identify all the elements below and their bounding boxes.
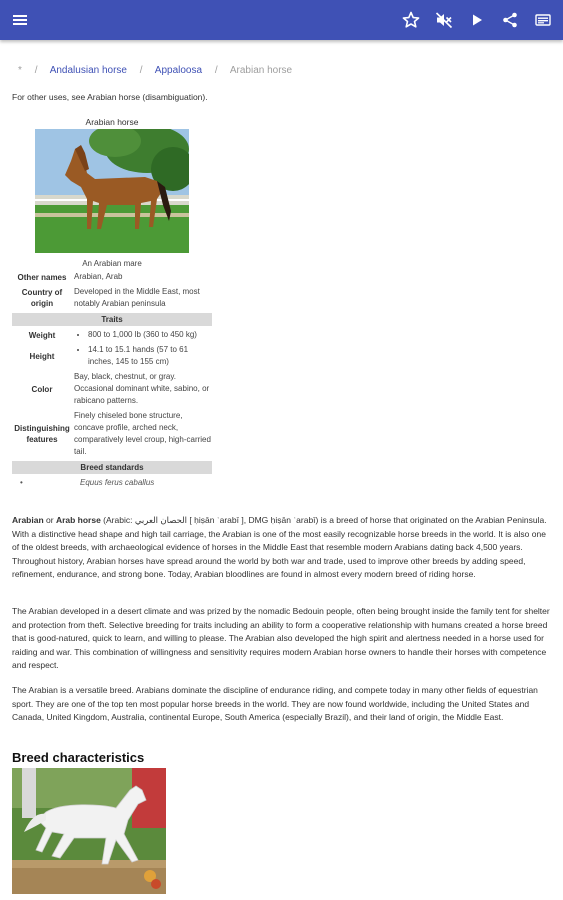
weight-value: • 800 to 1,000 lb (360 to 450 kg) [88,329,212,341]
white-arabian-horse-image[interactable] [12,768,166,894]
breadcrumb-current: Arabian horse [229,65,293,76]
height-label: Height [29,351,55,361]
paragraph-1-text: (Arabic: الحصان العربي [ ḥiṣān ʿarabī ], DMG ḥiṣān ʿarabī) is a breed of horse that originated on the Arabian Peninsula. With a distinctive head shape and high tail carriage, the Arabian is one of the most easily recognizable horse breeds in the world. It is also one of the oldest breeds, with archaeological evidence of horses in the Middle East that resemble modern Arabians dating back 4,500 years. Throughout history, Arabian horses have spread around the world by both war and trade, used to improve other breeds by adding speed, refinement, endurance, and strong bone. Today, Arabian bloodlines are found in almost every modern breed of riding horse. [12,515,547,579]
breadcrumb-separator: / [34,65,38,76]
infobox-caption: An Arabian mare [82,259,142,268]
app-bar [0,0,563,40]
origin-value[interactable]: Developed in the Middle East, most notably Arabian peninsula [74,287,200,308]
share-icon[interactable] [500,10,520,30]
breadcrumb [18,65,292,76]
weight-value-cell [72,329,212,341]
infobox-row-color [12,371,212,407]
breadcrumb-item-andalusian[interactable]: Andalusian horse [49,65,127,76]
view-mode-icon[interactable] [533,10,553,30]
infobox [12,115,212,489]
features-value: Finely chiseled bone structure, concave profile, arched neck, comparatively level croup, high-carried tail. [74,411,211,456]
color-value[interactable]: Bay, black, chestnut, or gray. Occasional dominant white, sabino, or rabicano patterns. [74,372,210,405]
breed-standards-header: Breed standards [12,461,212,474]
arabian-mare-image[interactable] [35,129,189,253]
weight-label: Weight [28,330,56,340]
breadcrumb-home[interactable]: * [18,65,22,76]
lead-or: or [43,515,56,525]
article-paragraph-2: The Arabian developed in a desert climate and was prized by the nomadic Bedouin people, often being brought inside the family tent for shelter and protection from theft. Selective breeding for traits including an ability to form a cooperative relationship with humans created a horse breed that is good-natured, quick to learn, and willing to please. The Arabian also developed the high spirit and alertness needed in a horse used for raiding and war. This combination of willingness and sensitivity requires modern Arabian horse owners to handle their horses with competence and respect. [12,606,550,670]
height-value-cell [72,344,212,368]
infobox-row-height [12,344,212,368]
section-title-breed-characteristics: Breed characteristics [12,750,145,765]
hatnote[interactable]: For other uses, see Arabian horse (disambiguation). [12,92,208,102]
star-icon[interactable] [401,10,421,30]
species-row [12,476,212,489]
bullet-icon: • [20,478,23,487]
infobox-row-other-names [12,271,212,283]
mute-icon[interactable] [434,10,454,30]
infobox-row-weight [12,329,212,341]
other-names-label: Other names [17,272,67,282]
infobox-row-features [12,410,212,458]
lead-name-arabian: Arabian [12,515,44,525]
origin-label: Country of origin [21,288,63,308]
breadcrumb-separator: / [139,65,143,76]
infobox-row-origin [12,286,212,310]
breadcrumb-separator: / [214,65,218,76]
menu-icon[interactable] [10,10,30,30]
play-icon[interactable] [467,10,487,30]
species-name[interactable]: Equus ferus caballus [80,478,155,487]
traits-header: Traits [12,313,212,326]
other-names-value: Arabian, Arab [74,272,123,281]
features-label: Distinguishing features [14,424,70,444]
article-paragraph-3: The Arabian is a versatile breed. Arabians dominate the discipline of endurance riding, and compete today in many other fields of equestrian sport. They are one of the top ten most popular horse breeds in the world. They are now found worldwide, including the United States and Canada, United Kingdom, Australia, continental Europe, South America (especially Brazil), and their land of origin, the Middle East. [12,685,538,722]
lead-name-arab-horse: Arab horse [55,515,101,525]
color-label: Color [31,384,53,394]
breadcrumb-item-appaloosa[interactable]: Appaloosa [154,65,203,76]
infobox-title: Arabian horse [85,117,139,127]
toolbar-actions [388,10,553,30]
height-value: • 14.1 to 15.1 hands (57 to 61 inches, 145 to 155 cm) [88,344,212,368]
article-paragraph-1 [12,514,550,582]
